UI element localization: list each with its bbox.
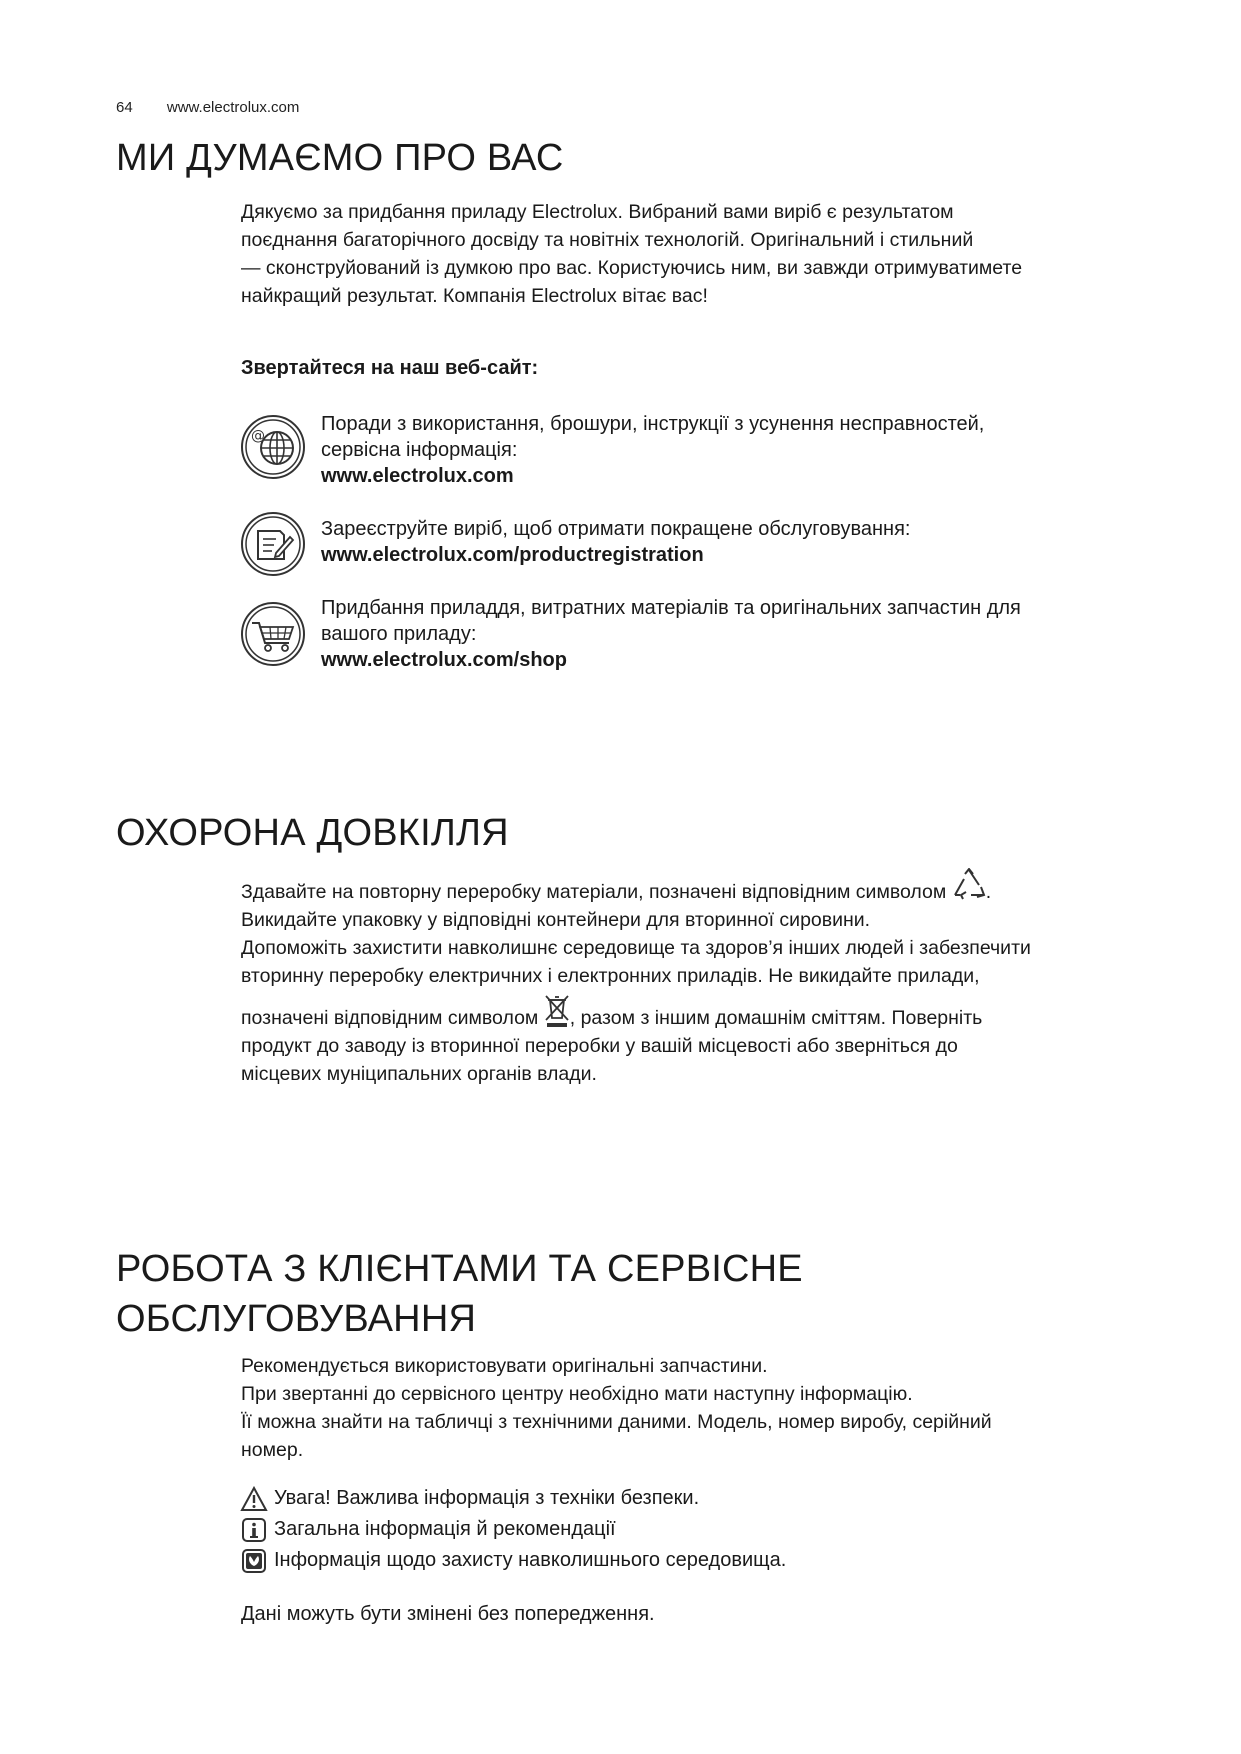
environment-icon: [240, 1548, 268, 1574]
item-text: вашого приладу:: [321, 623, 477, 645]
page-number: 64: [116, 99, 133, 116]
service-line: Її можна знайти на табличці з технічними даними. Модель, номер виробу, серійний: [241, 1411, 992, 1433]
env-line: Допоможіть захистити навколишнє середовище та здоров’я інших людей і забезпечити: [241, 937, 1031, 959]
environment-paragraph: [241, 868, 1161, 1088]
disclaimer-note: Дані можуть бути змінені без попередження.: [241, 1603, 655, 1625]
env-line: вторинну переробку електричних і електронних приладів. Не викидайте прилади,: [241, 965, 980, 987]
item-text: сервісна інформація:: [321, 439, 518, 461]
globe-icon: [240, 414, 306, 480]
item-text: Придбання приладдя, витратних матеріалів та оригінальних запчастин для: [321, 597, 1021, 619]
legend-warning: Увага! Важлива інформація з техніки безпеки.: [240, 1483, 786, 1514]
recycle-icon: [952, 868, 986, 902]
env-line: продукт до заводу із вторинної переробки у вашій місцевості або зверніться до: [241, 1035, 958, 1057]
env-line: Здавайте на повторну переробку матеріали, позначені відповідним символом .: [241, 868, 1161, 906]
intro-line: — сконструйований із думкою про вас. Користуючись ним, ви завжди отримуватимете: [241, 257, 1023, 279]
website-item-register: [321, 516, 1161, 568]
visit-website-heading: Звертайтеся на наш веб-сайт:: [241, 357, 539, 379]
website-link-main[interactable]: www.electrolux.com: [321, 465, 514, 487]
section-title-thinking-of-you: МИ ДУМАЄМО ПРО ВАС: [116, 137, 564, 179]
cart-icon: [240, 601, 306, 667]
page-header: [116, 99, 329, 116]
info-icon: [240, 1517, 268, 1543]
website-item-tips: [321, 411, 1161, 489]
service-line: При звертанні до сервісного центру необхідно мати наступну інформацію.: [241, 1383, 913, 1405]
website-link-registration[interactable]: www.electrolux.com/productregistration: [321, 544, 704, 566]
item-text: Поради з використання, брошури, інструкції з усунення несправностей,: [321, 413, 985, 435]
legend-environment: Інформація щодо захисту навколишнього середовища.: [240, 1545, 786, 1576]
section-title-environment: ОХОРОНА ДОВКІЛЛЯ: [116, 812, 509, 854]
intro-line: Дякуємо за придбання приладу Electrolux. Вибраний вами виріб є результатом: [241, 201, 954, 223]
register-icon: [240, 511, 306, 577]
intro-line: найкращий результат. Компанія Electrolux вітає вас!: [241, 285, 708, 307]
env-line: Викидайте упаковку у відповідні контейнери для вторинної сировини.: [241, 909, 871, 931]
service-line: номер.: [241, 1439, 304, 1461]
symbols-legend: [240, 1483, 786, 1576]
section-title-customer-service: РОБОТА З КЛІЄНТАМИ ТА СЕРВІСНЕ ОБСЛУГОВУВАННЯ: [116, 1248, 803, 1340]
env-line: місцевих муніципальних органів влади.: [241, 1063, 597, 1085]
website-link-shop[interactable]: www.electrolux.com/shop: [321, 649, 567, 671]
header-website: www.electrolux.com: [166, 99, 300, 116]
warning-icon: [240, 1486, 268, 1512]
service-paragraph: [241, 1352, 1161, 1464]
env-line: позначені відповідним символом , разом з іншим домашнім сміттям. Поверніть: [241, 994, 1161, 1032]
service-line: Рекомендується використовувати оригінальні запчастини.: [241, 1355, 768, 1377]
svg-text:@: @: [251, 428, 265, 444]
item-text: Зареєструйте виріб, щоб отримати покращене обслуговування:: [321, 518, 911, 540]
legend-info: Загальна інформація й рекомендації: [240, 1514, 786, 1545]
intro-line: поєднання багаторічного досвіду та новітніх технологій. Оригінальний і стильний: [241, 229, 974, 251]
intro-paragraph: [241, 198, 1141, 310]
website-item-shop: [321, 595, 1161, 673]
crossed-bin-icon: [544, 994, 570, 1028]
